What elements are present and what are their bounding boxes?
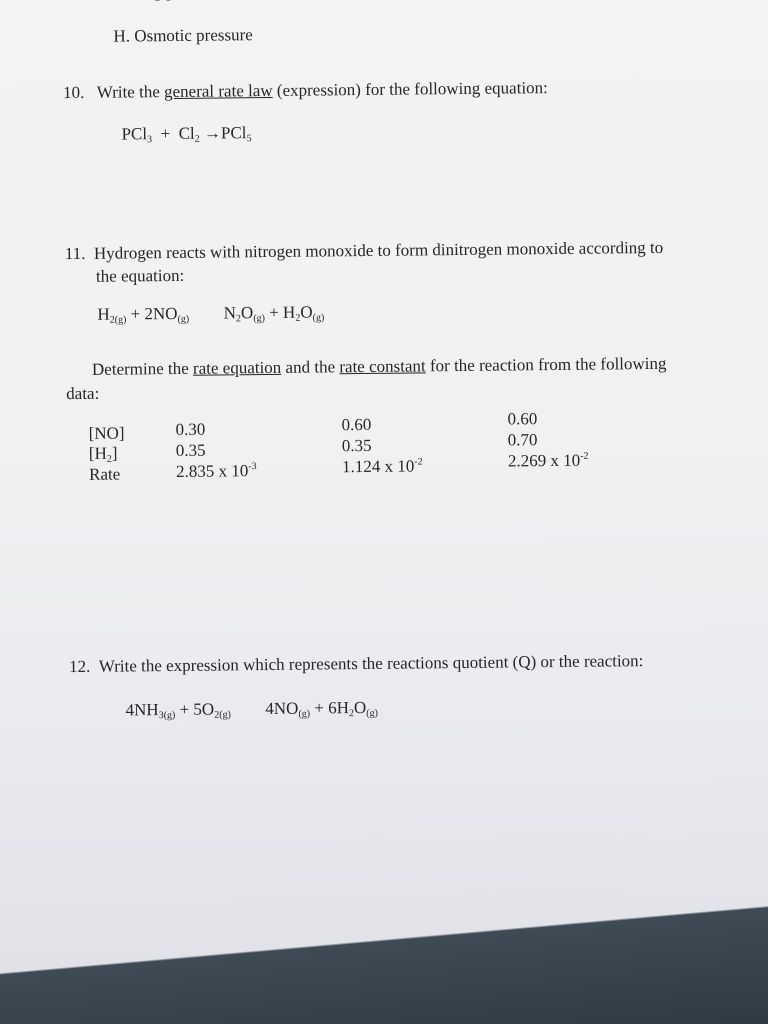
table-cell: 0.70: [507, 430, 538, 450]
q11-prompt-line2: the equation:: [95, 265, 185, 286]
q11-number: 11.: [64, 243, 86, 264]
row-label-h2: $[H_2]$: [88, 443, 118, 465]
q11-prompt-line1: 11. Hydrogen reacts with nitrogen monoxide to form dinitrogen monoxide according to: [64, 237, 664, 264]
prev-item-text: [90, 0, 268, 3]
row-label-no: [NO]: [88, 423, 125, 443]
q10-reaction: $PCl_3 + Cl_2 \to PCl_5$: [121, 123, 252, 146]
rate-constant-term: rate constant: [339, 356, 426, 377]
q12-number: 12.: [68, 656, 91, 677]
q12-reaction: $4NH_{3(g)} + 5O_{2(g)}$ $4NO_{(g)} + 6H_2O_{(g)}$: [125, 697, 378, 722]
table-cell: 0.35: [175, 440, 206, 460]
table-cell: 0.60: [341, 414, 372, 435]
q10-number: 10.: [62, 82, 85, 103]
row-label-rate: Rate: [88, 464, 121, 484]
table-cell: 0.35: [341, 435, 372, 456]
arrow-icon: →: [203, 123, 222, 143]
q10-underlined-term: general rate law: [163, 80, 273, 102]
desk-shadow: [0, 894, 768, 1024]
rate-equation-term: rate equation: [192, 357, 282, 378]
data-label: data:: [66, 383, 100, 404]
table-cell: 2.835 x $10^{-3}$: [175, 461, 257, 481]
table-cell: 0.30: [175, 419, 206, 439]
q11-determine-text: Determine the rate equation and the rate constant for the reaction from the following: [91, 353, 667, 379]
table-cell: 1.124 x $10^{-2}$: [341, 456, 423, 477]
table-cell: 2.269 x $10^{-2}$: [507, 450, 589, 471]
q10-prompt: 10. Write the general rate law (expression) for the following equation:: [62, 78, 548, 103]
q12-prompt: 12. Write the expression which represents the reactions quotient (Q) or the reaction:: [68, 651, 644, 677]
q11-reaction: $H_{2(g)} + 2NO_{(g)}$ $N_2O_{(g)} + H_2O_{(g)}$: [97, 302, 325, 326]
table-cell: 0.60: [507, 409, 538, 429]
item-h-text: H. Osmotic pressure: [113, 25, 253, 46]
